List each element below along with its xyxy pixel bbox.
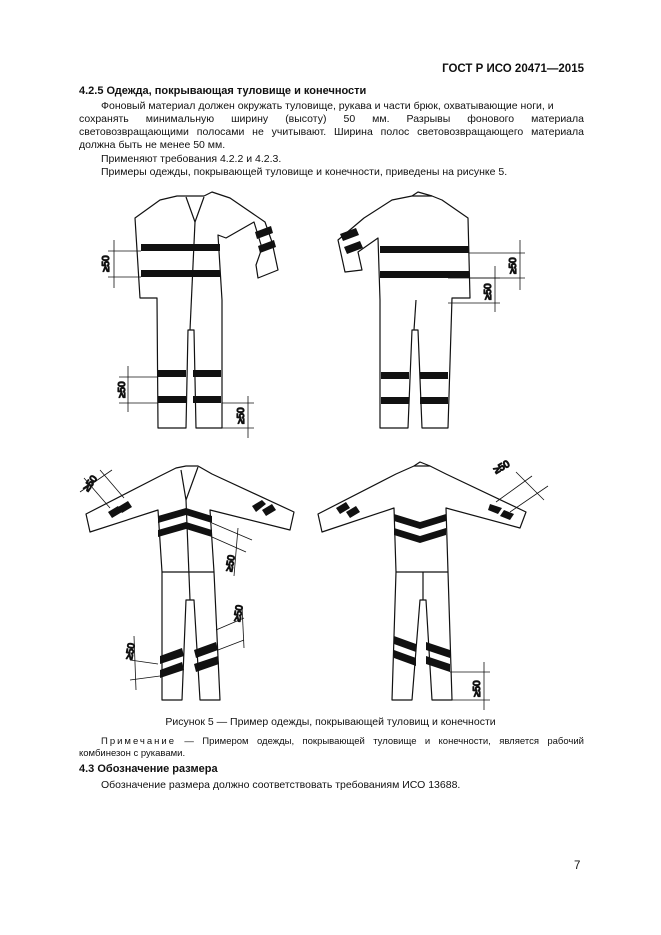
paragraph-line: Фоновый материал должен окружать туловище, рукава и части брюк, охватывающие ноги, и: [101, 100, 554, 112]
figure-caption: Рисунок 5 — Пример одежды, покрывающей туловищ и конечности: [165, 716, 496, 728]
paragraph: Примеры одежды, покрывающей туловище и конечности, приведены на рисунке 5.: [101, 166, 508, 178]
paragraph-line: сохранять минимальную ширину (высоту) 50 мм. Разрывы фонового материала: [79, 113, 584, 125]
dimension-label: ≥50: [508, 257, 519, 274]
dimension-label: ≥50: [124, 642, 138, 661]
paragraph-line: должна быть не менее 50 мм.: [79, 139, 226, 151]
dimension-label: ≥50: [117, 381, 128, 398]
paragraph-line: световозвращающими полосами не учитывают. Ширина полос световозвращающего материала: [79, 126, 584, 138]
coverall-front-arm-bent: [135, 192, 278, 428]
dimension-label: ≥50: [101, 255, 112, 272]
dimension-label: ≥50: [492, 458, 512, 477]
section-title: 4.2.5 Одежда, покрывающая туловище и конечности: [79, 85, 367, 97]
figure-5-coveralls: [0, 180, 661, 710]
stripe: [141, 244, 220, 251]
coverall-back-arms-spread: [318, 462, 526, 700]
dimension-label: ≥50: [224, 554, 238, 573]
document-header: ГОСТ Р ИСО 20471—2015: [442, 63, 584, 75]
page-number: 7: [574, 860, 581, 872]
note-text: комбинезон с рукавами.: [79, 748, 186, 759]
dimension-label: ≥50: [232, 604, 246, 623]
note: [79, 736, 584, 760]
dimension-label: ≥50: [483, 283, 494, 300]
dimension-label: ≥50: [472, 680, 483, 697]
section-title: 4.3 Обозначение размера: [79, 763, 218, 775]
stripe: [141, 270, 220, 277]
note-label: Примечание: [101, 736, 176, 747]
paragraph: Применяют требования 4.2.2 и 4.2.3.: [101, 153, 282, 165]
note-text: — Примером одежды, покрывающей туловище и конечности, является рабочий: [176, 736, 584, 747]
dimension-label: ≥50: [81, 473, 100, 494]
dimension-label: ≥50: [236, 407, 247, 424]
paragraph: Обозначение размера должно соответствовать требованиям ИСО 13688.: [101, 779, 461, 791]
coverall-back-arm-bent: [338, 192, 470, 428]
